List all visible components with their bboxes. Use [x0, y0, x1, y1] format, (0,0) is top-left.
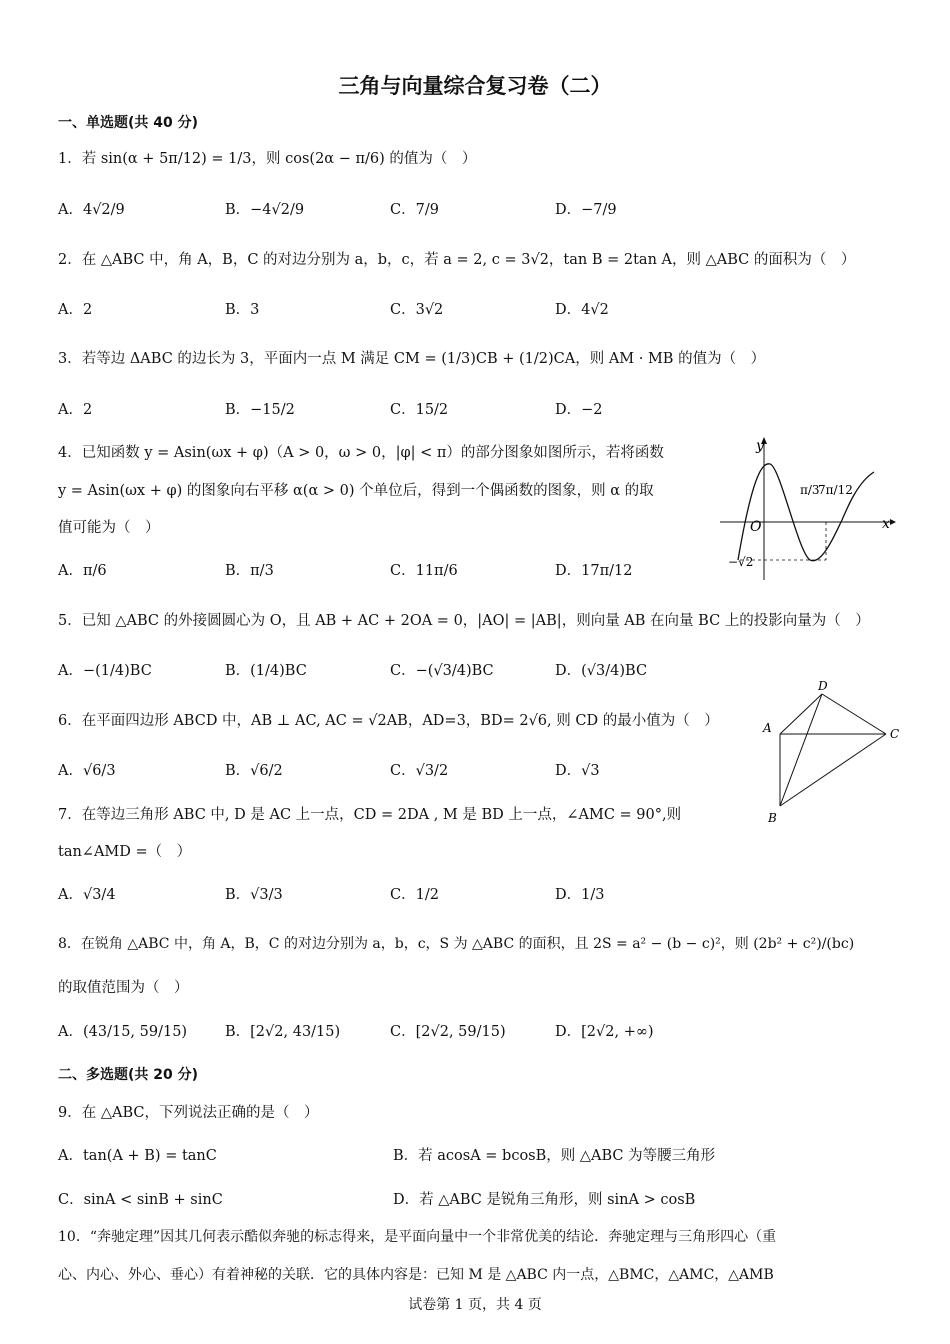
- q2-option-d[interactable]: D．4√2: [555, 302, 609, 318]
- question-4-stem-line1: 4．已知函数 y = Asin(ωx + φ)（A > 0，ω > 0，|φ| < π）的部分图象如图所示，若将函数: [58, 445, 664, 461]
- question-5-stem: 5．已知 △ABC 的外接圆圆心为 O，且 AB + AC + 2OA = 0，|AO| = |AB|，则向量 AB 在向量 BC 上的投影向量为（ ）: [58, 613, 870, 629]
- vertex-a-label: A: [763, 721, 772, 735]
- q7-option-a[interactable]: A．√3/4: [58, 887, 116, 903]
- q9-option-c[interactable]: C．sinA < sinB + sinC: [58, 1192, 223, 1208]
- q1-option-c[interactable]: C．7/9: [390, 202, 439, 218]
- question-2-stem: 2．在 △ABC 中，角 A，B，C 的对边分别为 a，b，c，若 a = 2, c = 3√2，tan B = 2tan A，则 △ABC 的面积为（ ）: [58, 252, 856, 268]
- x-axis-arrow-icon: [890, 519, 896, 525]
- vertex-b-label: B: [768, 811, 777, 825]
- question-10-line1: 10．“奔驰定理”因其几何表示酷似奔驰的标志得来，是平面向量中一个非常优美的结论．奔驰定理与三角形四心（重: [58, 1229, 777, 1245]
- origin-label: O: [750, 519, 762, 535]
- segment-dc: [822, 694, 886, 734]
- q6-option-d[interactable]: D．√3: [555, 763, 600, 779]
- q6-option-c[interactable]: C．√3/2: [390, 763, 449, 779]
- q9-option-b[interactable]: B．若 acosA = bcosB，则 △ABC 为等腰三角形: [393, 1148, 716, 1164]
- q7-option-c[interactable]: C．1/2: [390, 887, 439, 903]
- q3-option-c[interactable]: C．15/2: [390, 402, 449, 418]
- question-1-stem: 1．若 sin(α + 5π/12) = 1/3，则 cos(2α − π/6) 的值为（ ）: [58, 151, 477, 167]
- question-4-stem-line3: 值可能为（ ）: [58, 520, 160, 536]
- q4-option-a[interactable]: A．π/6: [58, 563, 107, 579]
- question-7-stem-line2: tan∠AMD =（ ）: [58, 844, 192, 860]
- question-8-stem-line2: 的取值范围为（ ）: [58, 980, 189, 996]
- tick-neg-root2: −√2: [728, 555, 754, 569]
- tick-7pi-over-12: 7π/12: [818, 483, 853, 497]
- q6-option-a[interactable]: A．√6/3: [58, 763, 116, 779]
- q9-option-d[interactable]: D．若 △ABC 是锐角三角形，则 sinA > cosB: [393, 1192, 696, 1208]
- page-title: 三角与向量综合复习卷（二）: [338, 74, 612, 98]
- q5-option-a[interactable]: A．−(1/4)BC: [58, 663, 152, 679]
- q7-option-d[interactable]: D．1/3: [555, 887, 605, 903]
- page-footer: 试卷第 1 页，共 4 页: [408, 1297, 542, 1313]
- question-9-stem: 9．在 △ABC，下列说法正确的是（ ）: [58, 1105, 319, 1121]
- q6-option-b[interactable]: B．√6/2: [225, 763, 283, 779]
- q2-option-a[interactable]: A．2: [58, 302, 93, 318]
- q4-option-b[interactable]: B．π/3: [225, 563, 274, 579]
- q4-option-d[interactable]: D．17π/12: [555, 563, 633, 579]
- q8-option-d[interactable]: D．[2√2, +∞): [555, 1024, 654, 1040]
- q2-option-c[interactable]: C．3√2: [390, 302, 444, 318]
- segment-bc: [780, 734, 886, 806]
- q2-option-b[interactable]: B．3: [225, 302, 260, 318]
- q5-option-d[interactable]: D．(√3/4)BC: [555, 663, 648, 679]
- question-8-stem-line1: 8．在锐角 △ABC 中，角 A，B，C 的对边分别为 a，b，c，S 为 △ABC 的面积，且 2S = a² − (b − c)²，则 (2b² + c²)/(bc): [58, 936, 855, 952]
- q8-option-c[interactable]: C．[2√2, 59/15): [390, 1024, 506, 1040]
- section-heading-multi-choice: 二、多选题(共 20 分): [58, 1067, 199, 1083]
- q5-option-b[interactable]: B．(1/4)BC: [225, 663, 307, 679]
- q3-option-b[interactable]: B．−15/2: [225, 402, 295, 418]
- q1-option-a[interactable]: A．4√2/9: [58, 202, 125, 218]
- question-7-stem-line1: 7．在等边三角形 ABC 中, D 是 AC 上一点，CD = 2DA , M 是 BD 上一点，∠AMC = 90°,则: [58, 807, 682, 823]
- sine-curve: [738, 464, 874, 561]
- tick-pi-over-3: π/3: [800, 483, 820, 497]
- x-axis-label: x: [882, 516, 890, 532]
- q1-option-d[interactable]: D．−7/9: [555, 202, 617, 218]
- sine-graph-figure: [718, 432, 898, 582]
- q3-option-a[interactable]: A．2: [58, 402, 93, 418]
- y-axis-label: y: [756, 438, 764, 454]
- question-10-line2: 心、内心、外心、垂心）有着神秘的关联．它的具体内容是：已知 M 是 △ABC 内一点，△BMC，△AMC，△AMB: [58, 1267, 774, 1283]
- q9-option-a[interactable]: A．tan(A + B) = tanC: [58, 1148, 217, 1164]
- q4-option-c[interactable]: C．11π/6: [390, 563, 458, 579]
- q5-option-c[interactable]: C．−(√3/4)BC: [390, 663, 494, 679]
- q8-option-a[interactable]: A．(43/15, 59/15): [58, 1024, 188, 1040]
- question-3-stem: 3．若等边 ΔABC 的边长为 3，平面内一点 M 满足 CM = (1/3)CB + (1/2)CA，则 AM · MB 的值为（ ）: [58, 351, 766, 367]
- segment-ad: [780, 694, 822, 734]
- q7-option-b[interactable]: B．√3/3: [225, 887, 283, 903]
- quadrilateral-figure: [758, 676, 908, 826]
- q3-option-d[interactable]: D．−2: [555, 402, 603, 418]
- vertex-d-label: D: [818, 679, 828, 693]
- segment-db: [780, 694, 822, 806]
- question-4-stem-line2: y = Asin(ωx + φ) 的图象向右平移 α(α > 0) 个单位后，得到一个偶函数的图象，则 α 的取: [58, 483, 654, 499]
- q8-option-b[interactable]: B．[2√2, 43/15): [225, 1024, 341, 1040]
- vertex-c-label: C: [890, 727, 900, 741]
- section-heading-single-choice: 一、单选题(共 40 分): [58, 115, 199, 131]
- question-6-stem: 6．在平面四边形 ABCD 中，AB ⊥ AC, AC = √2AB，AD=3，BD= 2√6, 则 CD 的最小值为（ ）: [58, 713, 719, 729]
- q1-option-b[interactable]: B．−4√2/9: [225, 202, 305, 218]
